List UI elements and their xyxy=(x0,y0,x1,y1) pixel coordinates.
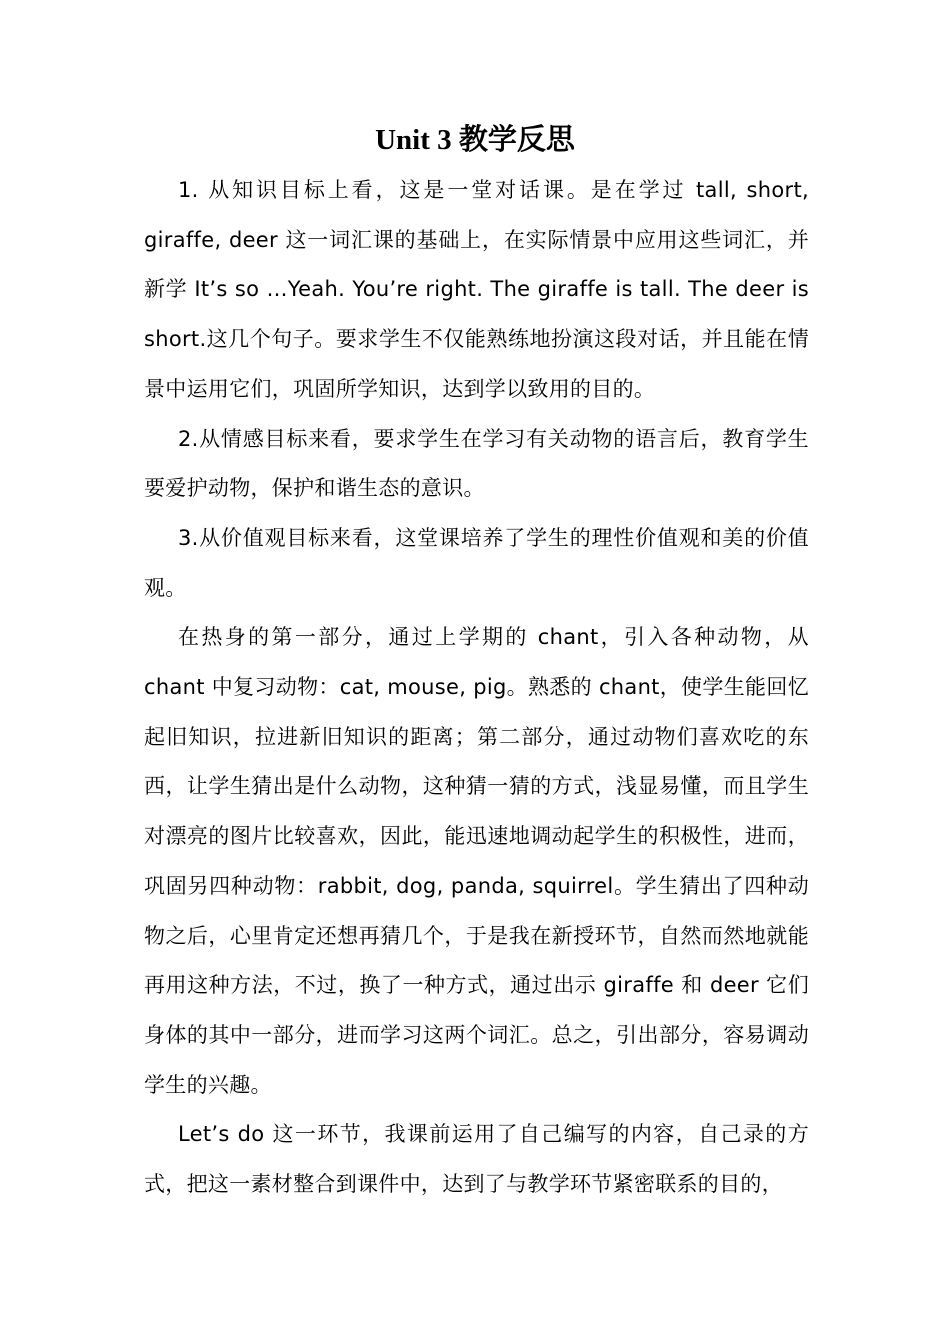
document-body xyxy=(144,166,809,1210)
paragraph-knowledge-goal: 1. 从知识目标上看，这是一堂对话课。是在学过 tall, short, giraffe, deer 这一词汇课的基础上，在实际情景中应用这些词汇，并新学 It’s so …Yeah. You’re right. The giraffe is tall. The deer is short.这几个句子。要求学生不仅能熟练地扮演这段对话，并且能在情景中运用它们，巩固所学知识，达到学以致用的目的。 xyxy=(144,178,809,401)
paragraph-value-goal: 3.从价值观目标来看，这堂课培养了学生的理性价值观和美的价值观。 xyxy=(144,525,809,600)
document-title: Unit 3 教学反思 xyxy=(375,124,575,156)
paragraph-lets-do: Let’s do 这一环节，我课前运用了自己编写的内容，自己录的方式，把这一素材整合到课件中，达到了与教学环节紧密联系的目的， xyxy=(144,1122,809,1197)
paragraph-warm-up: 在热身的第一部分，通过上学期的 chant，引入各种动物，从 chant 中复习动物：cat, mouse, pig。熟悉的 chant，使学生能回忆起旧知识，拉进新旧知识的距离；第二部分，通过动物们喜欢吃的东西，让学生猜出是什么动物，这种猜一猜的方式，浅显易懂，而且学生对漂亮的图片比较喜欢，因此，能迅速地调动起学生的积极性，进而，巩固另四种动物：rabbit, dog, panda, squirrel。学生猜出了四种动物之后，心里肯定还想再猜几个，于是我在新授环节，自然而然地就能再用这种方法，不过，换了一种方式，通过出示 giraffe 和 deer 它们身体的其中一部分，进而学习这两个词汇。总之，引出部分，容易调动学生的兴趣。 xyxy=(144,625,809,1097)
paragraph-emotion-goal: 2.从情感目标来看，要求学生在学习有关动物的语言后，教育学生要爱护动物，保护和谐生态的意识。 xyxy=(144,426,809,501)
